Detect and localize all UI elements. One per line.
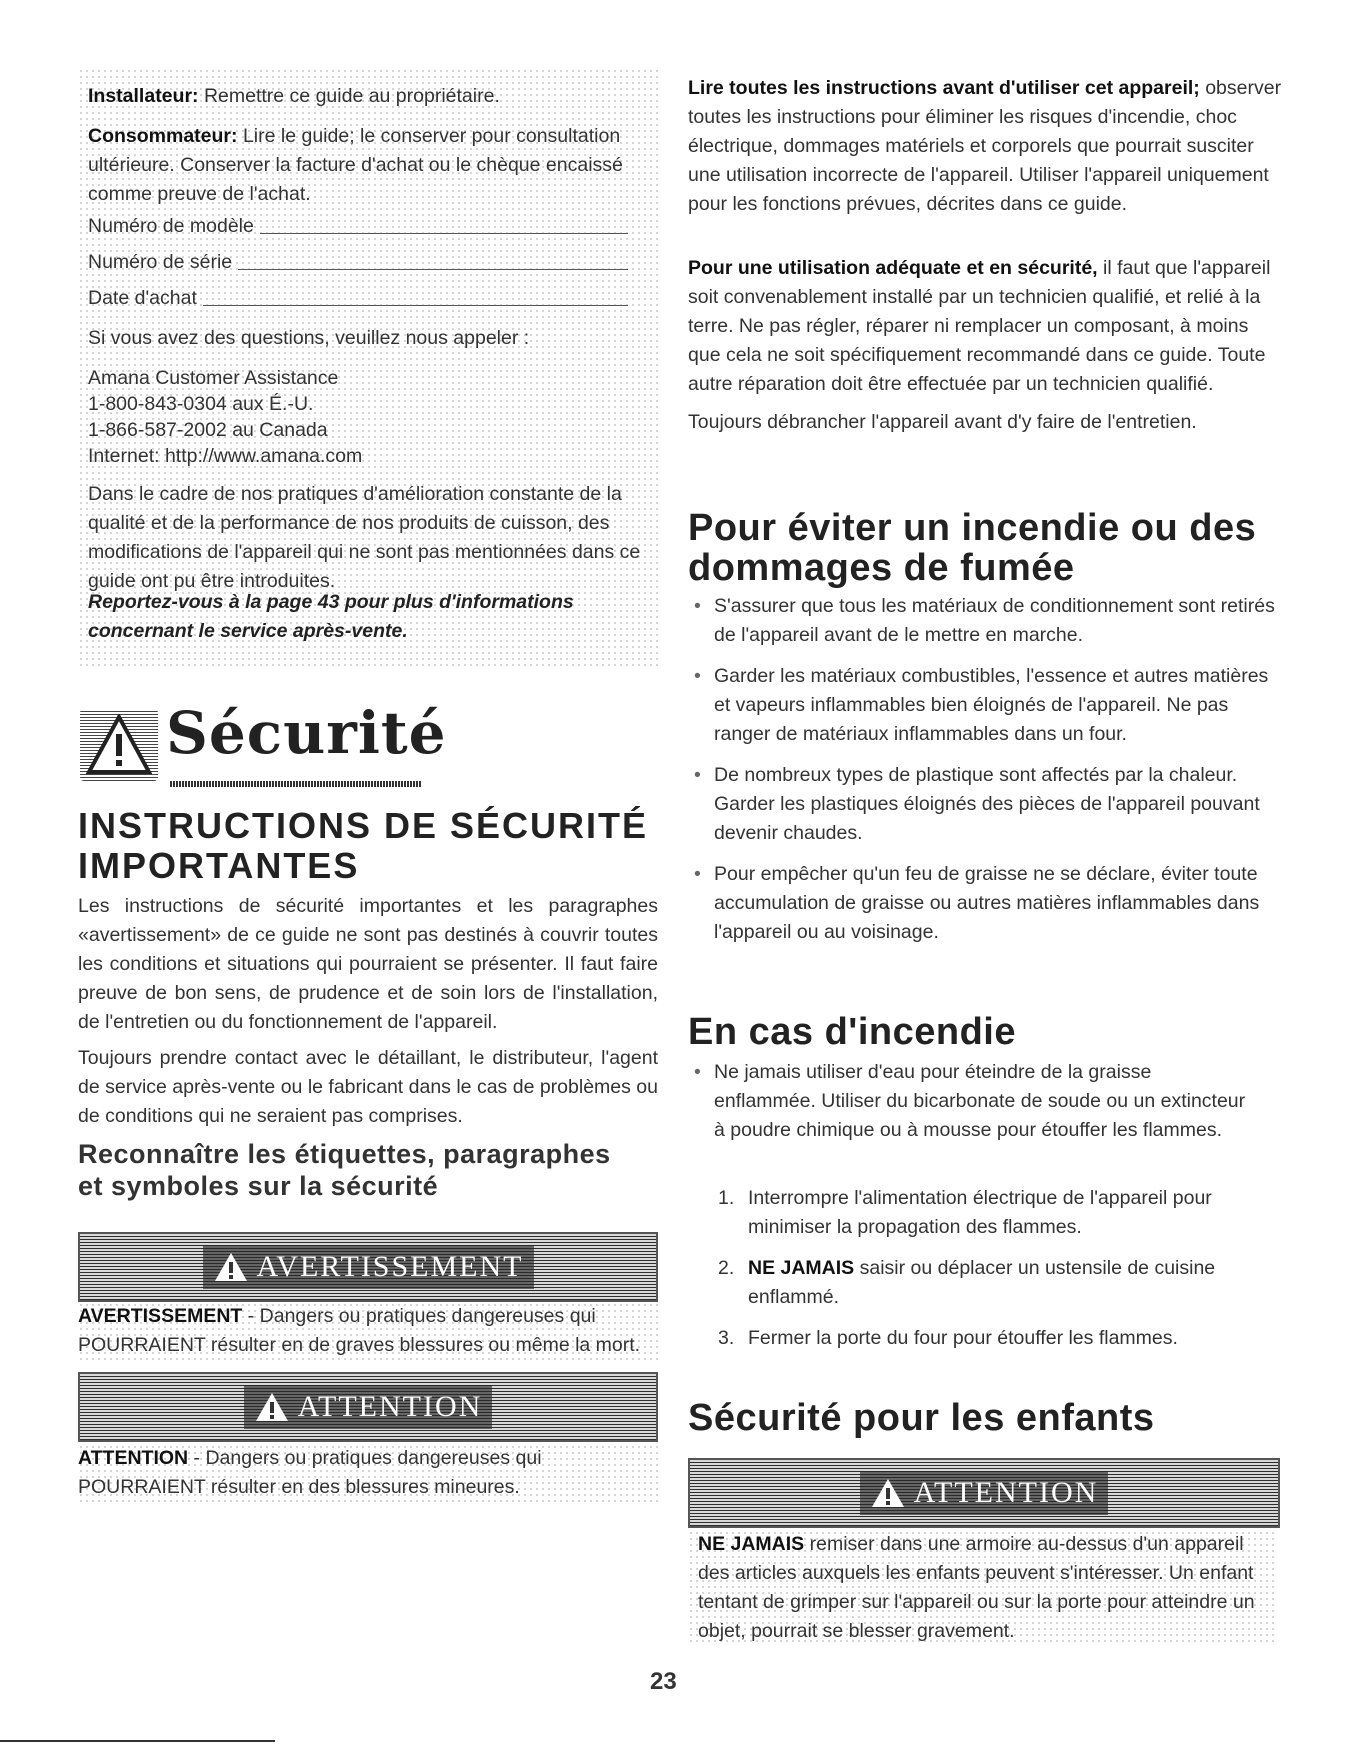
service-reference: Reportez-vous à la page 43 pour plus d'informations concernant le service après-vente. [88, 591, 574, 642]
assist-name: Amana Customer Assistance [88, 367, 339, 389]
unplug-note: Toujours débrancher l'appareil avant d'y faire de l'entretien. [688, 411, 1197, 433]
page-number: 23 [650, 1668, 677, 1695]
list-item: • Garder les matériaux combustibles, l'essence et autres matières et vapeurs inflammables bien éloignés de l'appareil. Ne pas ranger de matériaux inflammables dans un four. [688, 662, 1286, 749]
proper-use-paragraph: Pour une utilisation adéquate et en sécurité, il faut que l'appareil soit convenablement installé par un technicien qualifié, et relié à la terre. Ne pas régler, réparer ni remplacer un composant, à moins que cela ne soit spécifiquement recommandé dans ce guide. Toute autre réparation doit être effectuée par un technicien qualifié. [688, 257, 1271, 395]
phone-us: 1-800-843-0304 aux É.-U. [88, 393, 314, 415]
consumer-paragraph: Consommateur: Lire le guide; le conserver pour consultation ultérieure. Conserver la facture d'achat ou le chèque encaissé comme preuve de l'achat. [88, 125, 623, 205]
list-item: • Pour empêcher qu'un feu de graisse ne se déclare, éviter toute accumulation de graisse ou autres matières inflammables dans l'appareil ou au voisinage. [688, 860, 1286, 947]
fire-case-title: En cas d'incendie [688, 1011, 1016, 1053]
warning-triangle-icon [870, 1477, 906, 1509]
recognize-title: Reconnaître les étiquettes, paragraphes et symboles sur la sécurité [78, 1139, 611, 1201]
list-item: 3. Fermer la porte du four pour étouffer les flammes. [718, 1327, 1178, 1349]
warning-definition: AVERTISSEMENT - Dangers ou pratiques dangereuses qui POURRAIENT résulter en de graves blessures ou même la mort. [78, 1302, 658, 1360]
fire-steps-list [718, 1184, 1278, 1353]
fire-prevention-list [688, 592, 1286, 947]
important-paragraph-1: Les instructions de sécurité importantes et les paragraphes «avertissement» de ce guide ne sont pas destinés à couvrir toutes les conditions et situations qui pourraient se présenter. Il faut faire preuve de bon sens, de prudence et de soin lors de l'installation, de l'entretien ou du fonctionnement de l'appareil. [78, 895, 658, 1033]
installer-line: Installateur: Remettre ce guide au propriétaire. [88, 85, 500, 107]
footer-rule [0, 1740, 275, 1742]
purchase-date-field[interactable]: Date d'achat [88, 284, 628, 313]
important-instructions-title: INSTRUCTIONS DE SÉCURITÉ IMPORTANTES [78, 805, 649, 886]
list-item: • De nombreux types de plastique sont affectés par la chaleur. Garder les plastiques éloignés des pièces de l'appareil pouvant devenir chaudes. [688, 761, 1286, 848]
list-item: 2. NE JAMAIS saisir ou déplacer un ustensile de cuisine enflammé. [718, 1257, 1216, 1308]
important-paragraph-2: Toujours prendre contact avec le détaillant, le distributeur, l'agent de service après-vente ou le fabricant dans le cas de problèmes ou de conditions qui ne seraient pas comprises. [78, 1047, 658, 1127]
questions-line: Si vous avez des questions, veuillez nous appeler : [88, 327, 530, 349]
fire-case-list [688, 1058, 1248, 1145]
improvement-note: Dans le cadre de nos pratiques d'amélioration constante de la qualité et de la performance de nos produits de cuisson, des modifications de l'appareil qui ne sont pas mentionnées dans ce guide ont pu être introduites. [88, 483, 641, 592]
warning-banner: AVERTISSEMENT [78, 1232, 658, 1302]
internet-link[interactable]: Internet: http://www.amana.com [88, 445, 363, 467]
warning-triangle-icon [254, 1391, 290, 1423]
safety-section-heading [78, 699, 658, 795]
list-item: 1. Interrompre l'alimentation électrique de l'appareil pour minimiser la propagation des flammes. [718, 1187, 1212, 1238]
read-all-instructions: Lire toutes les instructions avant d'utiliser cet appareil; observer toutes les instructions pour éliminer les risques d'incendie, choc électrique, dommages matériels et corporels que pourrait susciter une utilisation incorrecte de l'appareil. Utiliser l'appareil uniquement pour les fonctions prévues, décrites dans ce guide. [688, 77, 1282, 215]
fire-prevention-title: Pour éviter un incendie ou des dommages de fumée [688, 507, 1257, 589]
child-caution-banner: ATTENTION [688, 1458, 1280, 1528]
safety-heading: Sécurité [166, 699, 447, 767]
serial-number-field[interactable]: Numéro de série [88, 248, 628, 277]
caution-banner: ATTENTION [78, 1372, 658, 1442]
model-number-field[interactable]: Numéro de modèle [88, 212, 628, 241]
phone-canada: 1-866-587-2002 au Canada [88, 419, 328, 441]
child-safety-title: Sécurité pour les enfants [688, 1397, 1155, 1439]
list-item: • S'assurer que tous les matériaux de conditionnement sont retirés de l'appareil avant de le mettre en marche. [688, 592, 1286, 650]
child-safety-text: NE JAMAIS remiser dans une armoire au-dessus d'un appareil des articles auxquels les enfants peuvent s'intéresser. Un enfant tentant de grimper sur l'appareil ou sur la porte pour atteindre un objet, pourrait se blesser gravement. [688, 1530, 1278, 1646]
warning-triangle-icon [80, 709, 158, 781]
owner-info-box [78, 68, 658, 668]
list-item: • Ne jamais utiliser d'eau pour éteindre de la graisse enflammée. Utiliser du bicarbonate de soude ou un extincteur à poudre chimique ou à mousse pour étouffer les flammes. [688, 1058, 1248, 1145]
warning-triangle-icon [213, 1251, 249, 1283]
caution-definition: ATTENTION - Dangers ou pratiques dangereuses qui POURRAIENT résulter en des blessures mineures. [78, 1444, 658, 1502]
heading-underline [170, 781, 422, 787]
